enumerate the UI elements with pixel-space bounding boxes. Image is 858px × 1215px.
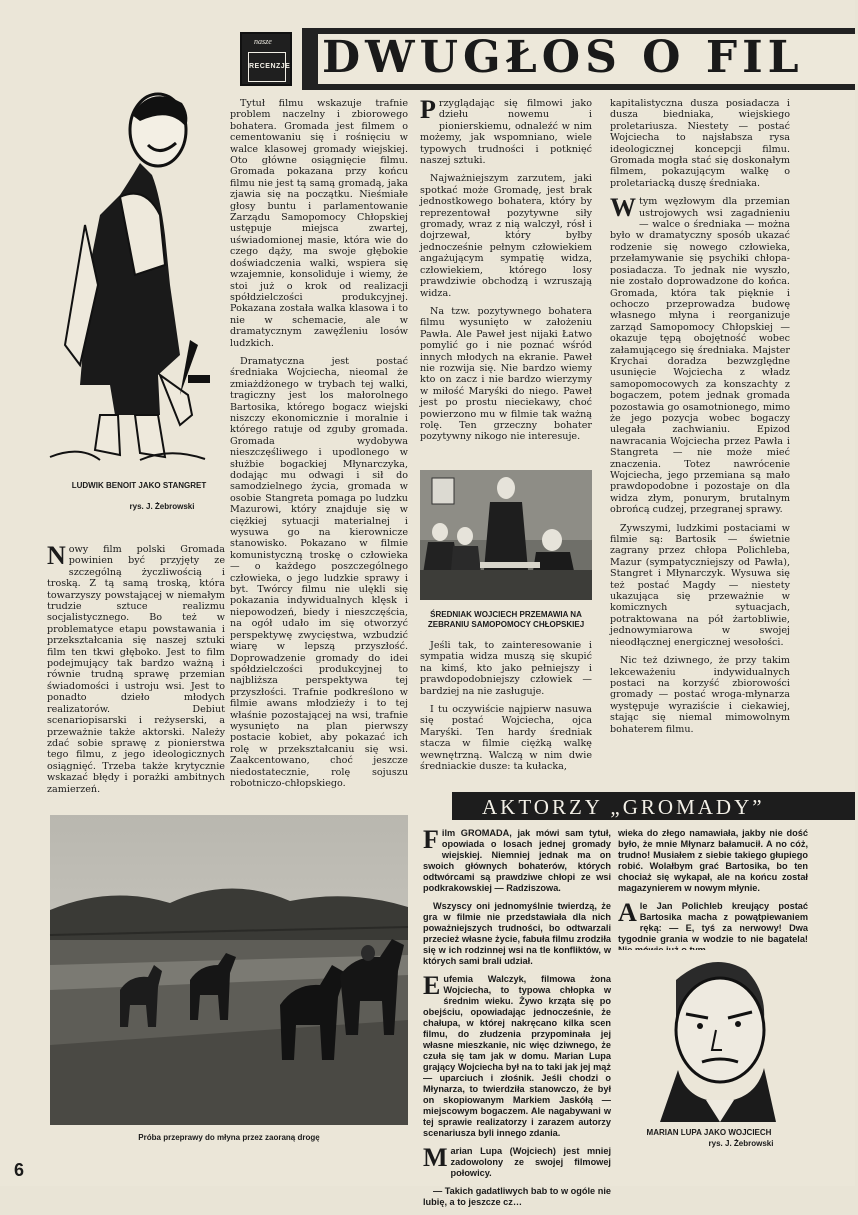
title-banner xyxy=(318,34,858,84)
benoit-credit: rys. J. Żebrowski xyxy=(129,502,195,511)
field-photo xyxy=(50,815,408,1125)
aktorzy-paragraph: Wszyscy oni jednomyślnie twierdzą, że gra w filmie nie przedstawiała dla nich poważniejszych trudności, bo odtwarzali przecież własne życie, fabuła filmu zrodziła się w ich rodzinnej wsi na tle konfliktów, w których sami brali udział. xyxy=(423,901,611,966)
article-column-4 xyxy=(610,98,790,742)
article-paragraph: kapitalistyczna dusza posiadacza i dusza biedniaka, wiejskiego proletariusza. Niestety — postać Wojciecha to najsłabsza rysa ideologicznej koncepcji filmu. Gromada mogła stać się doskonałym filmem, pokazującym walkę o proletariacką duszę średniaka. xyxy=(610,98,790,189)
article-paragraph: Najważniejszym zarzutem, jaki spotkać może Gromadę, jest brak jednostkowego bohatera, który by reprezentował pozytywne siły gromady, wraz z nią walczył, rósł i dojrzewał, który byłby jednocześnie pełnym człowiekiem angażującym sympatię widza, człowiekiem, którego losy prawdziwie obchodzą i wzruszają widza. xyxy=(420,173,592,299)
drop-cap: F xyxy=(423,825,439,854)
article-paragraph: Nic też dziwnego, że przy takim lekceważeniu indywidualnych postaci na korzyść zbiorowości gromady — postać wroga-młynarza występuje wyraziście i ciekawiej, stając się niemal mimowolnym bohaterem filmu. xyxy=(610,655,790,735)
article-paragraph: Zywszymi, ludzkimi postaciami w filmie są: Bartosik — świetnie zagrany przez chłopa Polichleba, Mazur (sympatyczniejszy od Pawła), Stangret i Młynarczyk. Wysuwa się też postać Magdy — niestety ukazująca się przeważnie w komicznych sytuacjach, potraktowana na pół żartobliwie, jednowymiarowa w swojej nieodłącznej energicznej wesołości. xyxy=(610,522,790,648)
page-number: 6 xyxy=(14,1160,25,1180)
page-title: DWUGŁOS O FIL xyxy=(322,32,804,83)
article-column-3 xyxy=(420,95,592,450)
aktorzy-paragraph: Ale Jan Polichleb kreujący postać Bartosika macha z powątpiewaniem ręką: — E, tyś za nerwowy! Dwa tygodnie grania w wodzie to nie bagatela! xyxy=(618,898,808,944)
article-paragraph: I tu oczywiście najpierw nasuwa się postać Wojciecha, ojca Maryśki. Ten hardy średniak stacza w filmie ciężką walkę wewnętrzną. Walczą w nim dwie średniackie dusze: ta kułacka, xyxy=(420,704,592,773)
drop-cap: M xyxy=(423,1143,448,1172)
meeting-photo xyxy=(420,470,592,600)
article-paragraph: Jeśli tak, to zainteresowanie i sympatia widza muszą się skupić na kimś, kto jako pełniejszy i prawdopodobniejszy człowiek — bardziej na nie zasługuje. xyxy=(420,640,592,697)
lupa-caricature xyxy=(616,950,802,1122)
article-paragraph: Tytuł filmu wskazuje trafnie problem naczelny i zbiorowego bohatera. Gromada jest filmem o cementowaniu się i rośnięciu w walce klasowej gromady wiejskiej. Oto główne osiągnięcie filmu. Gromada pokazana przy końcu filmu nie jest tą samą gromadą, jaka zjawia się na początku. Nieśmiałe głosy buntu i parlamentowanie Zarządu Samopomocy Chłopskiej ustępuje miejsca zwartej, uświadomionej masie, która wie do czego dąży, ma swoje głębokie doświadczenia walki, wspiera się wzajemnie, konsoliduje i wiemy, że stoi już o krok od realizacji spółdzielczości produkcyjnej. Pokazana została walka klasowa i to nie w schemacie, ale w dramatycznym zawęźleniu losów ludzkich. xyxy=(230,98,408,349)
aktorzy-paragraph: Film GROMADA, jak mówi sam tytuł, opowiada o losach jednej gromady wiejskiej. Niemniej jednak ma on swoich głównych bohaterów, których odtwórcami są prawdziwe chłopi ze wsi podkrakowskiej — Radziszowa. xyxy=(423,825,611,893)
aktorzy-column-1 xyxy=(423,825,611,1215)
logo-top-text: nasze xyxy=(254,37,272,46)
drop-cap: A xyxy=(618,898,637,927)
drop-cap: P xyxy=(420,95,436,124)
article-paragraph: Przyglądając się filmowi jako dziełu nowemu i pionierskiemu, odnaleźć w nim możemy, jak wspomniano, wiele typowych trudności i potknięć naszej sztuki. xyxy=(420,95,592,167)
article-column-1 xyxy=(47,541,225,802)
lupa-caption: MARIAN LUPA JAKO WOJCIECH xyxy=(646,1128,772,1137)
aktorzy-paragraph: — Takich gadatliwych bab to w ogóle nie lubię, a to jeszcze cz… xyxy=(423,1186,611,1207)
aktorzy-banner xyxy=(452,792,855,820)
meeting-caption: ŚREDNIAK WOJCIECH PRZEMAWIA NA ZEBRANIU SAMOPOMOCY CHŁOPSKIEJ xyxy=(427,610,585,629)
benoit-caricature xyxy=(40,85,215,465)
drop-cap: E xyxy=(423,971,441,1000)
drop-cap: W xyxy=(610,193,636,223)
aktorzy-column-2 xyxy=(618,828,808,963)
aktorzy-paragraph: wieka do złego namawiała, jakby nie dość było, że mnie Młynarz bałamucił. A no cóż, trudno! Musiałem z siebie takiego głupiego robić. Wolałbym grać Bartosika, bo ten chociaż się wykapał, ale na końcu został magazynierem w nowym młynie. xyxy=(618,828,808,893)
article-paragraph: Na tzw. pozytywnego bohatera filmu wysunięto w założeniu Pawła. Ale Paweł jest nijaki Łatwo pomylić go i nie poznać wśród innych młodych na ekranie. Paweł nie rozwija się. Nie bardzo wiemy kto on zacz i nie bardzo wierzymy w miłość Maryśki do niego. Paweł jest po prostu nieciekawy, choć powierzono mu w filmie tak ważną rolę. Ten grzeczny bohater pozytywny nikogo nie interesuje. xyxy=(420,305,592,443)
article-column-3b xyxy=(420,640,592,779)
recenzje-logo xyxy=(240,32,292,86)
drop-cap: N xyxy=(47,541,66,570)
logo-bottom-text: RECENZJE xyxy=(248,52,286,82)
article-paragraph: Dramatyczna jest postać średniaka Wojciecha, nieomal że zmiażdżonego w trybach tej walki, tragiczny jest los małorolnego Bartosika, którego bogacz wiejski niszczy ekonomicznie i moralnie i którego ratuje od zguby gromada. Gromada wydobywa nieszczęśliwego i upodlonego w służbie bogackiej Młynarczyka, dodając mu odwagi i sił do samodzielnego życia, gromada w osobie Stangreta pomaga po ludzku Mazurowi, który znajduje się w ciężkiej sytuacji materialnej i wysuwa go na kierownicze stanowisko. Pokazano w filmie komunistyczną troskę o człowieka — o każdego poszczególnego człowieka, o jego ludzkie sprawy i byt. Twórcy filmu nie ulękli się pokazania indywidualnych klęsk i niepowodzeń, biedy i nieszczęścia, na ogół udało im się otworzyć perspektywę zwycięstwa, wzbudzić wiarę w lepszą przyszłość. Doprowadzenie gromady do idei spółdzielczości produkcyjnej to najbliższa perspektywa tej przyszłości. Trafnie podkreślono w filmie awans młodzieży i to tej właśnie pozostającej na wsi, trafnie wysunięto na plan pierwszy postacie kobiet, aby pokazać ich rolę w przekształcaniu się wsi. Zaakcentowano, choć jeszcze niedostatecznie, rolę sojuszu robotniczo-chłopskiego. xyxy=(230,355,408,789)
article-paragraph: Nowy film polski Gromada powinien być przyjęty ze szczególną życzliwością i troską. Z tą samą troską, która towarzyszy powstającej w niemałym trudzie sztuce realizmu socjalistycznego. Bo też w problematyce etapu powstawania i przekształcania się naszej sztuki film ten tkwi głęboko. Jest to film podejmujący tak bardzo ważną i równie trudną sprawę przemian świadomości i ustroju wsi. Jest to ponadto dzieło młodych realizatorów. Debiut scenariopisarski i reżyserski, a przeważnie także aktorski. Należy zdać sobie sprawę z pionierstwa tego filmu, z jego ideologicznych osiągnięć. Trzeba także krytycznie wskazać błędy i porażki ambitnych zamierzeń. xyxy=(47,541,225,795)
aktorzy-title: AKTORZY „GROMADY” xyxy=(482,795,765,819)
benoit-caption: LUDWIK BENOIT JAKO STANGRET xyxy=(71,481,207,490)
article-paragraph: Wtym węzłowym dla przemian ustrojowych wsi zagadnieniu — walce o średniaka — można było w dramatyczny sposób ukazać rodzenie się nowego człowieka, przełamywanie się psychiki chłopa-posiadacza. To jednak nie wyszło, nie zostało doprowadzone do końca. Gromada, która tak pięknie i ochoczo przeprowadza budowę własnego młyna i reorganizuje zarząd Samopomocy Chłopskiej — okazuje tępą obojętność wobec załamującego się średniaka. Majster Krychai doradza bezwzględne usunięcie Wojciecha z władz samopomocowych za konszachty z bogaczem, potem jednak gromada pozostawia go osamotnionego, mimo że jego pozycja wobec bogaczy ulegała zachwianiu. Epizod nawracania Wojciecha przez Pawła i Stangreta — nie może mieć znaczenia. Totez nawrócenie Wojciecha, jego przemiana są mało prawdopodobne i pozostaje on dla widza złym, ponurym, brutalnym obrońcą cudzej, przegranej sprawy. xyxy=(610,193,790,516)
aktorzy-paragraph: Marian Lupa (Wojciech) jest mniej zadowolony ze swojej filmowej połowicy. xyxy=(423,1143,611,1178)
article-column-2 xyxy=(230,98,408,796)
field-caption: Próba przeprawy do młyna przez zaoraną drogę xyxy=(138,1133,320,1142)
lupa-credit: rys. J. Żebrowski xyxy=(708,1139,774,1148)
aktorzy-paragraph: Eufemia Walczyk, filmowa żona Wojciecha, to typowa chłopka w średnim wieku. Żywo krząta się po obejściu, opowiadając jednocześnie, że chałupa, w której nakręcano kilka scen filmu, do złudzenia przypominała jej własne mieszkanie, nic więc dziwnego, że czuła się tam jak w domu. Marian Lupa grający Wojciecha był na to taki jak jej mąż — uparciuch i złośnik. Jeśli chodzi o Młynarza, to twierdziła stanowczo, że był on skopiowanym Markiem Jaskółą — miejscowym bogaczem. Ale nagabywani w tej sprawie realizatorzy i zarazem autorzy scenariusza byli innego zdania. xyxy=(423,971,611,1138)
